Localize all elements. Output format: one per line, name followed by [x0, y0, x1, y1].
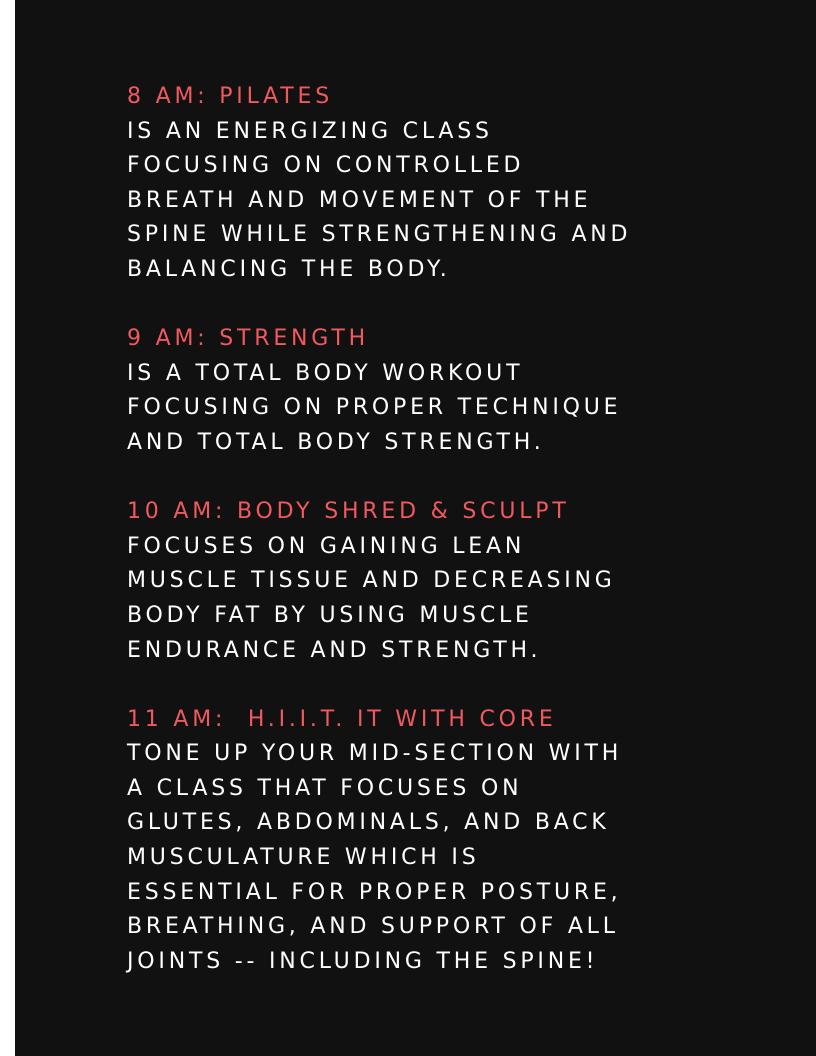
- class-description-line: AND TOTAL BODY STRENGTH.: [127, 429, 545, 455]
- class-section-hiit-core: [127, 703, 727, 980]
- class-section-body-shred: [127, 495, 727, 668]
- class-heading: 11 AM: H.I.I.T. IT WITH CORE: [127, 706, 557, 732]
- class-description-line: IS A TOTAL BODY WORKOUT: [127, 360, 524, 386]
- class-description-line: ESSENTIAL FOR PROPER POSTURE,: [127, 879, 622, 905]
- class-description-line: SPINE WHILE STRENGTHENING AND: [127, 222, 632, 248]
- class-heading: 9 AM: STRENGTH: [127, 326, 369, 352]
- class-section-strength: [127, 322, 727, 460]
- class-schedule: [127, 80, 727, 1014]
- class-section-pilates: [127, 80, 727, 288]
- class-description-line: BREATHING, AND SUPPORT OF ALL: [127, 914, 619, 940]
- class-heading: 8 AM: PILATES: [127, 84, 333, 109]
- class-description-line: MUSCULATURE WHICH IS: [127, 845, 480, 871]
- class-description-line: FOCUSING ON CONTROLLED: [127, 153, 525, 179]
- class-description-line: TONE UP YOUR MID-SECTION WITH: [127, 741, 623, 767]
- class-description-line: IS AN ENERGIZING CLASS: [127, 118, 493, 144]
- class-description-line: BODY FAT BY USING MUSCLE: [127, 602, 533, 628]
- class-description-line: BREATH AND MOVEMENT OF THE: [127, 187, 592, 213]
- class-description-line: FOCUSES ON GAINING LEAN: [127, 533, 526, 559]
- class-description-line: BALANCING THE BODY.: [127, 256, 451, 282]
- class-description-line: GLUTES, ABDOMINALS, AND BACK: [127, 810, 610, 836]
- class-heading: 10 AM: BODY SHRED & SCULPT: [127, 499, 570, 525]
- class-description-line: A CLASS THAT FOCUSES ON: [127, 775, 523, 801]
- class-description-line: FOCUSING ON PROPER TECHNIQUE: [127, 395, 622, 421]
- class-description-line: JOINTS -- INCLUDING THE SPINE!: [127, 948, 599, 974]
- document-page: [15, 0, 816, 1056]
- class-description-line: ENDURANCE AND STRENGTH.: [127, 637, 542, 663]
- class-description-line: MUSCLE TISSUE AND DECREASING: [127, 568, 616, 594]
